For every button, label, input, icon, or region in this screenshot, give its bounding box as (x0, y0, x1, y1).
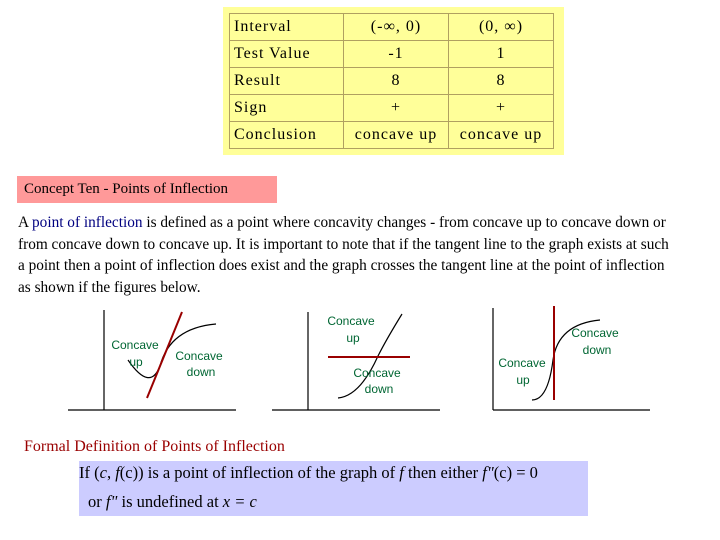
key-term: point of inflection (32, 214, 143, 231)
table-cell: Result (230, 68, 344, 95)
table-cell: 8 (449, 68, 554, 95)
table-cell: 1 (449, 41, 554, 68)
figure-label: Concave (353, 366, 401, 380)
figure-2 (272, 312, 440, 410)
table-row (230, 68, 554, 95)
table-cell: -1 (344, 41, 449, 68)
table-cell: Sign (230, 95, 344, 122)
figure-1 (68, 310, 236, 410)
table-cell: concave up (449, 122, 554, 149)
table-row (230, 122, 554, 149)
figure-label: Concave (175, 349, 223, 363)
table-header-cell: Interval (230, 14, 344, 41)
figure-label: up (129, 355, 143, 369)
def-var: f" (482, 463, 494, 482)
table-cell: Conclusion (230, 122, 344, 149)
formal-definition-title: Formal Definition of Points of Inflection (24, 438, 285, 455)
table-row (230, 95, 554, 122)
def-text: , (106, 463, 116, 482)
figure-label: down (364, 382, 394, 396)
concept-heading: Concept Ten - Points of Inflection (17, 176, 277, 203)
def-var: f (115, 463, 120, 482)
def-text: (c) (119, 463, 139, 482)
table-cell: + (449, 95, 554, 122)
definition-line-2 (88, 492, 257, 512)
figure-label: up (516, 373, 530, 387)
table-row (230, 41, 554, 68)
figure-label: down (582, 343, 612, 357)
definition-line-1 (79, 463, 538, 483)
def-text: is undefined at (117, 492, 223, 511)
figure-label: Concave (327, 314, 375, 328)
table-cell: concave up (344, 122, 449, 149)
figure-label: Concave (111, 338, 159, 352)
figure-label: down (186, 365, 216, 379)
table-header-cell: (0, ∞) (449, 14, 554, 41)
formal-definition-box (79, 461, 588, 516)
figure-label: Concave (571, 326, 619, 340)
concavity-table (229, 13, 554, 149)
figure-label: Concave (498, 356, 546, 370)
def-text: or (88, 492, 106, 511)
paragraph-text-start: A (18, 214, 33, 231)
def-text: (c) = 0 (493, 463, 538, 482)
table-header-row (230, 14, 554, 41)
def-var: f" (105, 492, 118, 511)
definition-paragraph (18, 212, 678, 298)
def-var: c (99, 463, 107, 482)
table-cell: 8 (344, 68, 449, 95)
def-text: ) is a point of inflection of the graph of (138, 463, 400, 482)
table-cell: Test Value (230, 41, 344, 68)
def-text: then either (403, 463, 483, 482)
sign-chart-table (223, 7, 564, 155)
table-cell: + (344, 95, 449, 122)
table-header-cell: (-∞, 0) (344, 14, 449, 41)
paragraph-text-rest: is defined as a point where concavity changes - from concave up to concave down or from concave down to concave up. It is important to note that if the tangent line to the graph exists at such a point then a point of inflection does exist and the graph crosses the tangent line at the point of inflection as shown if the figures below. (18, 214, 669, 296)
inflection-figures (0, 300, 720, 430)
def-var: x = c (222, 492, 257, 511)
figure-3 (493, 306, 650, 410)
def-var: f (399, 463, 404, 482)
def-text: If ( (79, 463, 100, 482)
figure-label: up (346, 331, 360, 345)
